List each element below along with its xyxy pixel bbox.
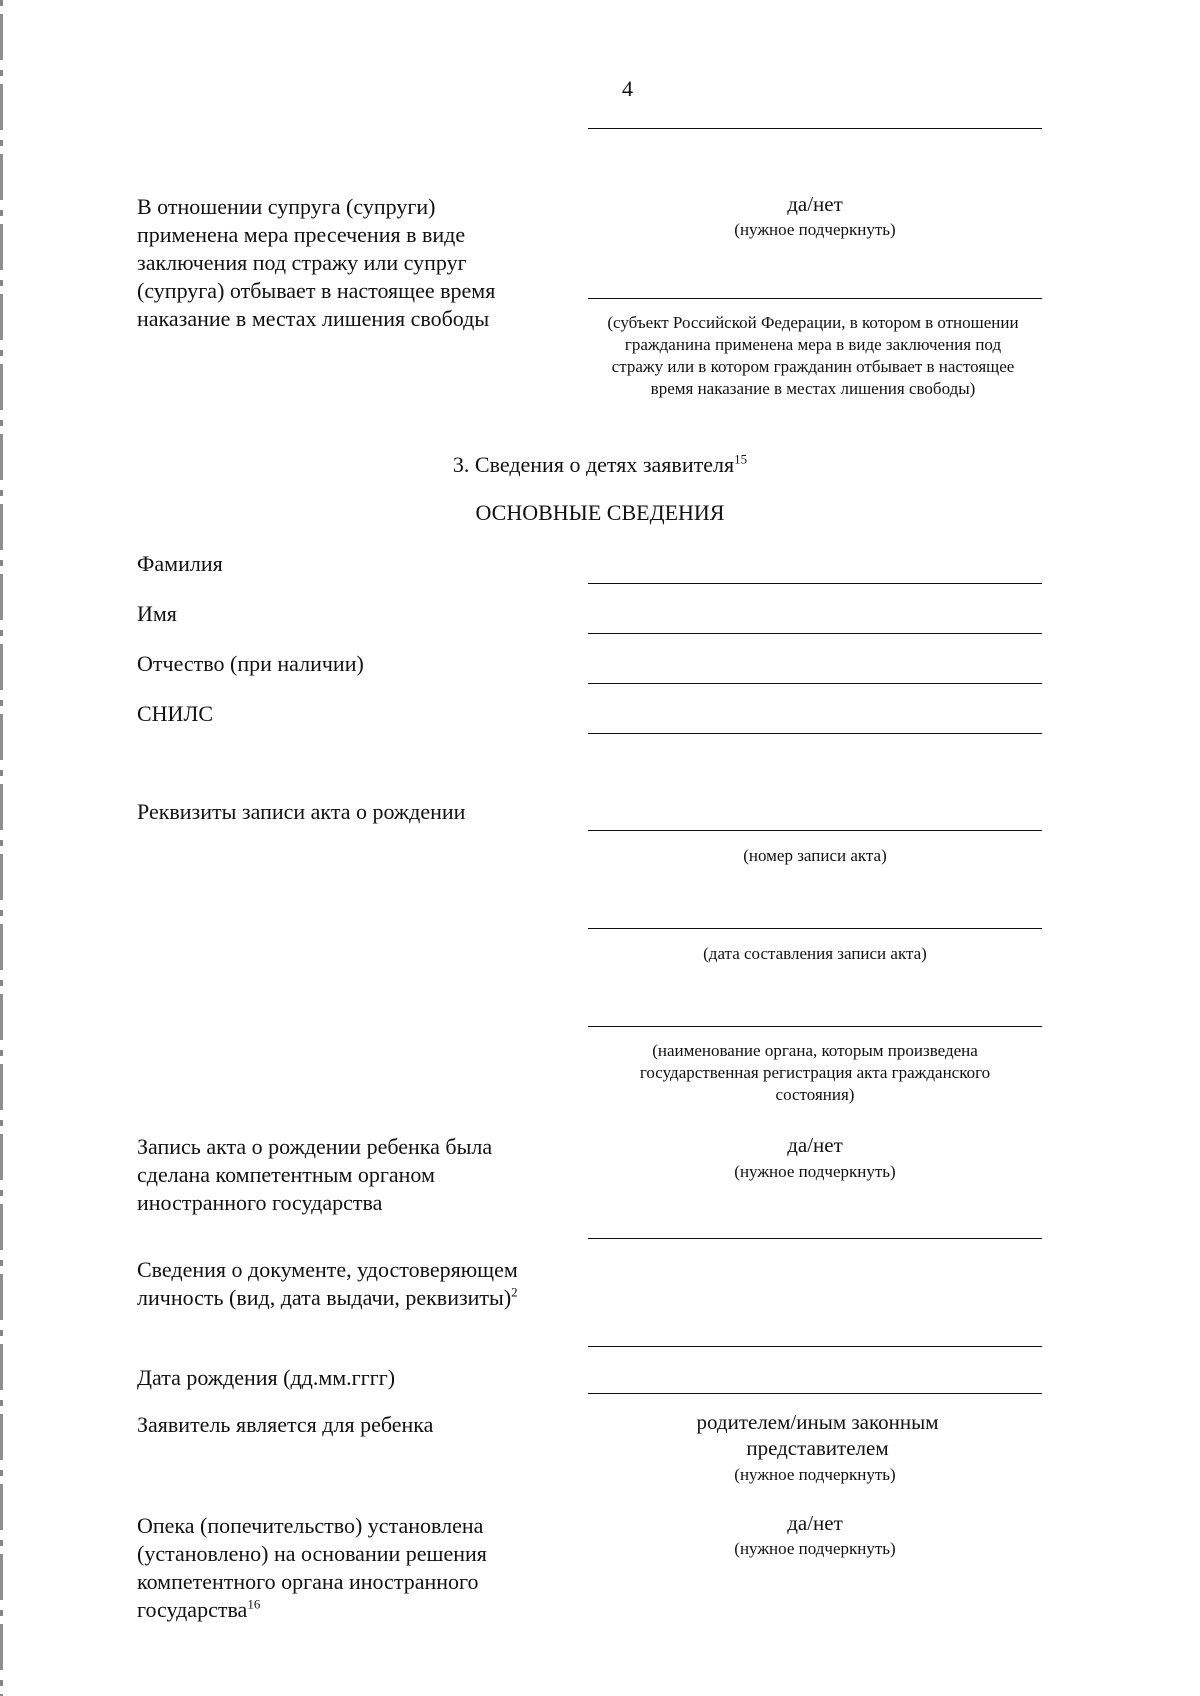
spouse-subject-line[interactable]	[588, 298, 1042, 299]
record-date-field[interactable]	[588, 928, 1042, 929]
section-title-text: 3. Сведения о детях заявителя	[452, 452, 735, 477]
snils-label: СНИЛС	[137, 701, 214, 726]
patronymic-label: Отчество (при наличии)	[137, 651, 364, 676]
id-document-label-text: Сведения о документе, удостоверяющем личность (вид, дата выдачи, реквизиты)	[137, 1257, 518, 1310]
record-date-caption: (дата составления записи акта)	[703, 944, 927, 963]
page-number: 4	[622, 76, 633, 101]
spouse-underline-hint: (нужное подчеркнуть)	[734, 220, 896, 239]
foreign-record-yes-no[interactable]: да/нет	[787, 1133, 843, 1157]
section-title-footnote: 15	[734, 451, 748, 467]
surname-field[interactable]	[588, 583, 1042, 584]
section-title	[0, 452, 1200, 478]
name-label: Имя	[137, 601, 177, 626]
guardianship-footnote: 16	[247, 1596, 261, 1612]
foreign-record-label: Запись акта о рождении ребенка была сделана компетентным органом иностранного государства	[137, 1134, 493, 1215]
authority-caption: (наименование органа, которым произведена государственная регистрация акта гражданского состояния)	[639, 1041, 991, 1104]
guardianship-yes-no[interactable]: да/нет	[787, 1511, 843, 1535]
applicant-is-value[interactable]: родителем/иным законным представителем	[696, 1410, 939, 1460]
foreign-record-hint: (нужное подчеркнуть)	[734, 1162, 896, 1181]
id-document-footnote: 2	[511, 1284, 518, 1300]
foreign-record-line[interactable]	[588, 1238, 1042, 1239]
birth-date-label: Дата рождения (дд.мм.гггг)	[137, 1365, 396, 1390]
guardianship-label-text: Опека (попечительство) установлена (установлено) на основании решения компетентного органа иностранного государства	[137, 1513, 487, 1622]
section-subtitle: ОСНОВНЫЕ СВЕДЕНИЯ	[475, 500, 725, 525]
guardianship-hint: (нужное подчеркнуть)	[734, 1539, 896, 1558]
snils-field[interactable]	[588, 733, 1042, 734]
spouse-measure-label: В отношении супруга (супруги) применена мера пресечения в виде заключения под стражу или супруг (супруга) отбывает в настоящее время наказание в местах лишения свободы	[137, 194, 496, 331]
id-document-label	[137, 1256, 547, 1312]
top-line	[588, 128, 1042, 129]
spouse-subject-caption: (субъект Российской Федерации, в котором в отношении гражданина применена мера в виде заключения под стражу или в котором гражданин отбывает в настоящее время наказание в местах лишения свободы)	[607, 313, 1019, 398]
scan-edge	[0, 0, 3, 1696]
surname-label: Фамилия	[137, 551, 223, 576]
birth-date-field[interactable]	[588, 1393, 1042, 1394]
patronymic-field[interactable]	[588, 683, 1042, 684]
applicant-is-hint: (нужное подчеркнуть)	[734, 1465, 896, 1484]
id-document-field[interactable]	[588, 1346, 1042, 1347]
name-field[interactable]	[588, 633, 1042, 634]
applicant-is-label: Заявитель является для ребенка	[137, 1412, 434, 1437]
guardianship-label	[137, 1512, 537, 1624]
birth-record-label: Реквизиты записи акта о рождении	[137, 799, 466, 824]
spouse-yes-no[interactable]: да/нет	[787, 192, 843, 216]
authority-field[interactable]	[588, 1026, 1042, 1027]
record-number-caption: (номер записи акта)	[743, 846, 887, 865]
record-number-field[interactable]	[588, 830, 1042, 831]
